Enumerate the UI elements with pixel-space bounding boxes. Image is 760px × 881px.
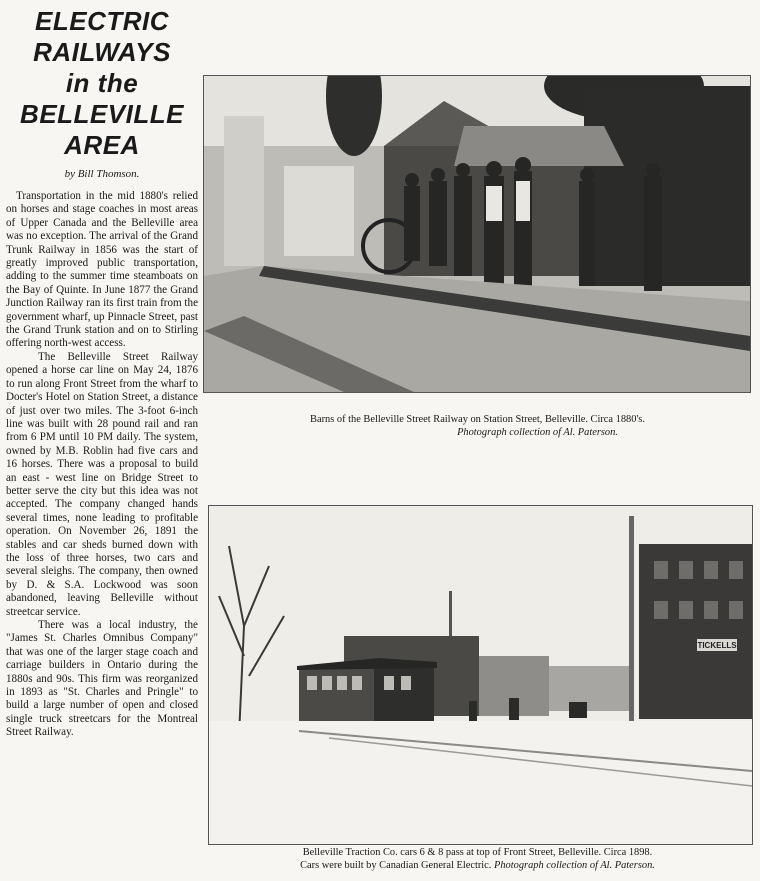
article-paragraph: The Belleville Street Railway opened a horse car line on May 24, 1876 to run along Front Street from the wharf to Docter's Hotel on Station Street, a distance of just over two miles. The 3-foot 6-inch line was built with 28 pound rail and ran from 6 PM until 10 PM daily. The system, owned by M.B. Roblin had five cars and 16 horses. There was a proposal to build an east - west line on Bridge Street to better serve the city but this idea was not accepted. The company changed hands several times, none leading to profitable operation. On November 26, 1891 the stables and car sheds burned down with the loss of three horses, two cars and several sleighs. The company, then owned by D. & S.A. Lockwood was soon abandoned, leaving Belleville without streetcar service. — [6, 350, 198, 618]
article-title — [6, 6, 198, 161]
title-line: in the — [65, 68, 139, 98]
photo-caption-top — [205, 413, 750, 439]
caption-line-2 — [205, 859, 750, 872]
title-line: BELLEVILLE — [20, 99, 184, 129]
photo-street-railway-barns — [203, 75, 751, 393]
title-line: AREA — [64, 130, 140, 160]
photo-traction-streetcars — [208, 505, 753, 845]
article-column — [6, 6, 198, 740]
caption-text: Belleville Traction Co. cars 6 & 8 pass at top of Front Street, Belleville. Circa 1898. — [302, 847, 653, 858]
byline: by Bill Thomson. — [64, 168, 140, 180]
caption-text-2: Cars were built by Canadian General Electric. — [300, 860, 492, 871]
title-line: RAILWAYS — [33, 37, 171, 67]
building-sign: TICKELLS — [697, 641, 737, 650]
photo-credit: Photograph collection of Al. Paterson. — [494, 860, 655, 871]
title-line: ELECTRIC — [35, 6, 169, 36]
photo-caption-bottom — [205, 846, 750, 872]
photo-credit: Photograph collection of Al. Paterson. — [457, 427, 618, 438]
article-paragraph: Transportation in the mid 1880's relied on horses and stage coaches in most areas of Upper Canada and the Belleville area was no exception. The arrival of the Grand Trunk Railway in 1856 was the start of greatly improved public transportation, adding to the summer time steamboats on the Bay of Quinte. In June 1877 the Grand Junction Railway ran its first train from the government wharf, up Pinnacle Street, past the Grand Trunk station and on to Stirling offering north-west access. — [6, 190, 198, 350]
article-paragraph: There was a local industry, the "James St. Charles Omnibus Company" that was one of the larger stage coach and carriage builders in Ontario during the 1880s and 90s. This firm was reorganized in 1893 as "St. Charles and Pringle" to build a large number of open and closed single truck streetcars for the Montreal Street Railway. — [6, 619, 198, 739]
caption-text: Barns of the Belleville Street Railway on Station Street, Belleville. Circa 1880's. — [310, 414, 645, 425]
